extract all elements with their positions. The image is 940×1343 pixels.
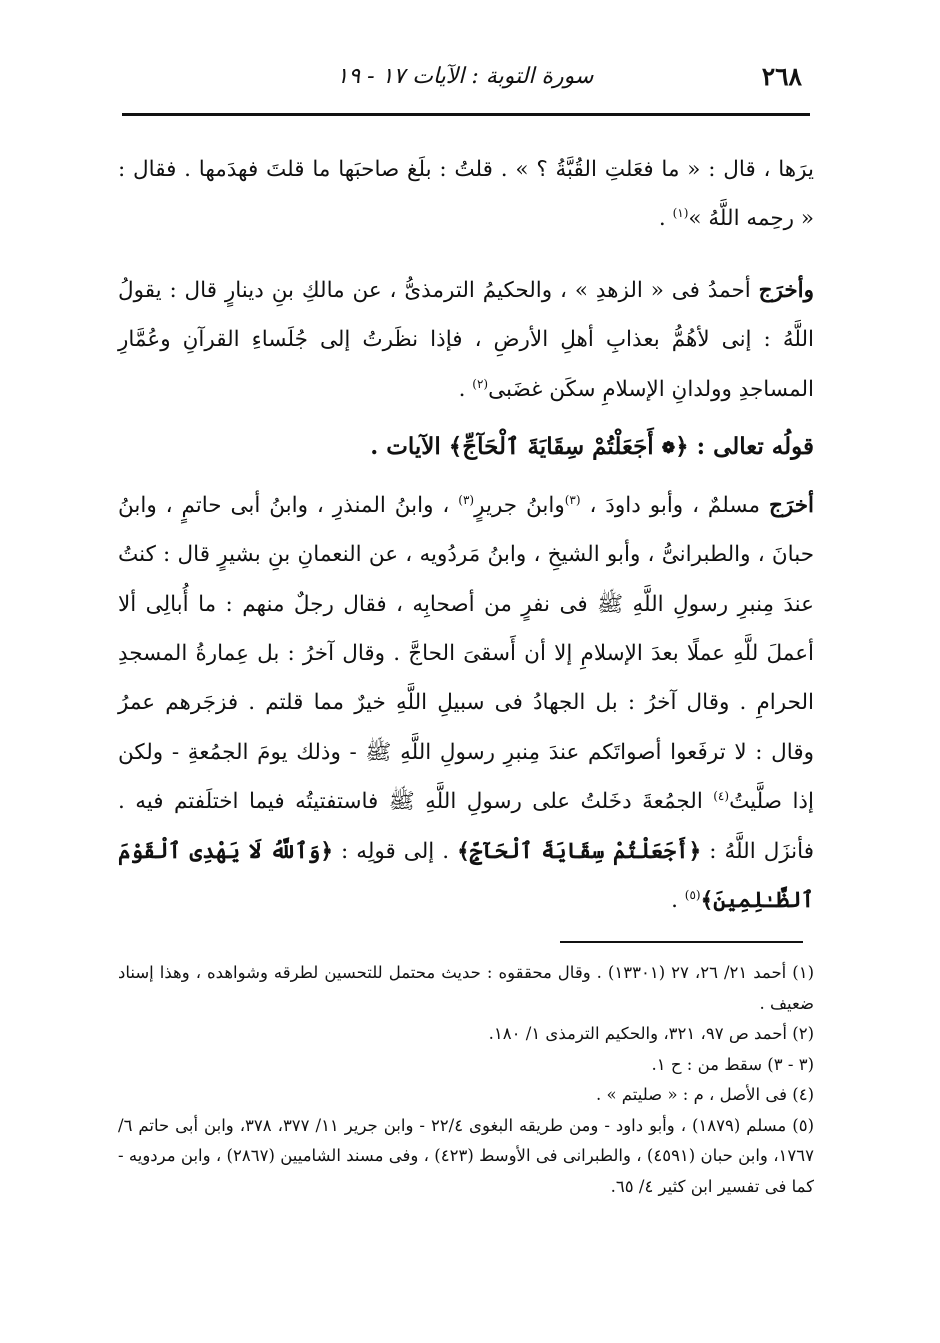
paragraph-1-end: .: [658, 206, 673, 232]
footnote-marker-1: (١): [672, 206, 689, 221]
paragraph-3-lead: أخرَج: [768, 492, 814, 518]
running-title: سورة التوبة : الآيات ١٧ - ١٩: [336, 64, 594, 89]
page-number: ٢٦٨: [761, 62, 802, 91]
paragraph-3-text-1: مسلمٌ ، وأبو داودَ ،: [580, 492, 769, 518]
paragraph-3-text-3: ، وابنُ المنذرِ ، وابنُ أبى حاتمٍ ، وابنُ حبانَ ، والطبرانىُّ ، وأبو الشيخِ ، وابنُ مَردُويه ، عن النعمانِ بنِ بشيرٍ قال : كنتُ عندَ مِنبرِ رسولِ اللَّهِ ﷺ فى نفرٍ من أصحابِه ، فقال رجلٌ منهم : ما أُبالِى ألا أعملَ للَّهِ عملًا بعدَ الإسلامِ إلا أن أَسقىَ الحاجَّ . وقال آخرُ : بل عِمارةُ المسجدِ الحرامِ . وقال آخرُ : بل الجهادُ فى سبيلِ اللَّهِ خيرٌ مما قلتم . فزجَرهم عمرُ وقال : لا ترفَعوا أصواتَكم عندَ مِنبرِ رسولِ اللَّهِ ﷺ - وذلك يومَ الجمُعةِ - ولكن إذا صلَّيتُ: [118, 492, 814, 815]
footnote-marker-3-open: (٣): [564, 492, 581, 507]
paragraph-2-lead: وأخرَج: [758, 277, 814, 303]
verse-heading: [118, 422, 814, 473]
quran-quote-2: ﴿وَٱللَّهُ لَا يَهْدِى ٱلْقَوْمَ ٱلظَّـٰلِمِينَ﴾: [118, 838, 814, 913]
footnote-5: (٥) مسلم (١٨٧٩) ، وأبو داود - ومن طريقه البغوى ٢٢/٤ - وابن جرير ١١/ ٣٧٧، ٣٧٨، وابن أبى حاتم ٦/ ١٧٦٧، وابن حبان (٤٥٩١) ، والطبرانى فى الأوسط (٤٢٣) ، وفى مسند الشاميين (٢٨٦٧) ، وابن مردويه - كما فى تفسير ابن كثير ٤/ ٦٥.: [118, 1115, 814, 1196]
paragraph-1: [118, 145, 814, 244]
footnotes: [118, 958, 814, 1202]
paragraph-3: [118, 481, 814, 926]
paragraph-3-text-5: . إلى قولِه :: [333, 838, 458, 864]
paragraph-2-end: .: [458, 376, 473, 402]
paragraph-1-text: يرَها ، قال : « ما فعَلتِ القُبَّةُ ؟ » . قلتُ : بلَغ صاحبَها ما قلتَ فهدَمها . فقال : « رحِمه اللَّهُ »: [118, 157, 814, 232]
verse-close-bracket: ﴾: [448, 433, 463, 461]
quran-quote-1: ﴿أَجَعَلْتُمْ سِقَايَةَ ٱلْحَآجِّ﴾: [457, 838, 702, 864]
verse-heading-label: قولُه تعالى :: [688, 433, 814, 461]
paragraph-2: [118, 266, 814, 414]
footnote-marker-3-close: (٣): [458, 492, 475, 507]
verse-heading-verse: أَجَعَلْتُمْ سِقَايَةَ ٱلْحَآجِّ: [462, 433, 662, 461]
paragraph-3-end: .: [671, 887, 685, 913]
verse-heading-tail: الآيات .: [370, 433, 449, 461]
paragraph-3-text-4: الجمُعةَ دخَلتُ على رسولِ اللَّهِ ﷺ فاستفتيتُه فيما اختلَفتم فيه . فأنزَل اللَّهُ :: [118, 789, 814, 864]
paragraph-2-text: أحمدُ فى « الزهدِ » ، والحكيمُ الترمذىُّ ، عن مالكِ بنِ دينارٍ قال : يقولُ اللَّهُ : إنى لأهُمُّ بعذابِ أهلِ الأرضِ ، فإذا نظَرتُ إلى جُلَساءِ القرآنِ وعُمَّارِ المساجدِ وولدانِ الإسلامِ سكَن غضَبى: [118, 277, 814, 402]
footnote-marker-2: (٢): [472, 376, 489, 391]
footnote-4: (٤) فى الأصل ، م : « صليتم » .: [595, 1085, 814, 1104]
footnote-marker-4: (٤): [713, 789, 730, 804]
footnote-3: (٣ - ٣) سقط من : ح ١.: [651, 1054, 814, 1074]
flower-ornament-icon: ❁: [661, 438, 676, 458]
footnote-marker-5: (٥): [684, 887, 701, 902]
verse-open-bracket: ﴿: [675, 433, 689, 461]
footnote-separator: [560, 941, 803, 943]
paragraph-3-text-2: وابنُ جريرٍ: [474, 492, 565, 518]
header-rule: [122, 113, 810, 116]
main-text: [118, 145, 814, 925]
running-header: [120, 58, 810, 98]
footnote-2: (٢) أحمد ص ٩٧، ٣٢١، والحكيم الترمذى ١/ ١٨٠.: [488, 1024, 814, 1043]
footnote-1: (١) أحمد ٢١/ ٢٦، ٢٧ (١٣٣٠١) . وقال محققوه : حديث محتمل للتحسين لطرقه وشواهده ، وهذا إسناد ضعيف .: [118, 963, 815, 1013]
